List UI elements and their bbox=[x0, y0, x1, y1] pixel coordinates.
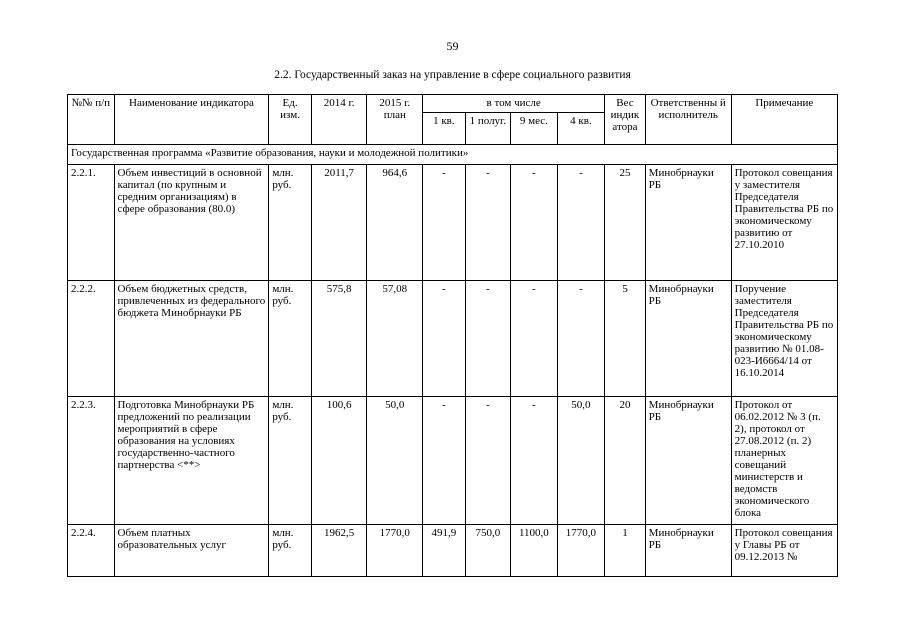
header-name: Наименование индикатора bbox=[114, 95, 269, 145]
row-unit: млн. руб. bbox=[269, 281, 311, 397]
row-weight: 25 bbox=[605, 165, 645, 281]
header-note: Примечание bbox=[731, 95, 837, 145]
table-row bbox=[68, 525, 838, 577]
row-name: Подготовка Минобрнауки РБ предложений по реализации мероприятий в сфере образования на условиях государственно-частного партнерства <**> bbox=[114, 397, 269, 525]
row-q1: - bbox=[423, 281, 465, 397]
row-q4: 1770,0 bbox=[557, 525, 605, 577]
row-2015: 50,0 bbox=[367, 397, 423, 525]
row-h1: 750,0 bbox=[465, 525, 511, 577]
row-2015: 1770,0 bbox=[367, 525, 423, 577]
row-responsible: Минобрнауки РБ bbox=[645, 281, 731, 397]
row-note: Протокол от 06.02.2012 № 3 (п. 2), протокол от 27.08.2012 (п. 2) планерных совещаний министерств и ведомств экономического блока bbox=[731, 397, 837, 525]
row-q4: 50,0 bbox=[557, 397, 605, 525]
row-num: 2.2.2. bbox=[68, 281, 115, 397]
row-h1: - bbox=[465, 165, 511, 281]
row-q4: - bbox=[557, 165, 605, 281]
row-unit: млн. руб. bbox=[269, 165, 311, 281]
row-note: Протокол совещания у Главы РБ от 09.12.2013 № bbox=[731, 525, 837, 577]
header-row-1 bbox=[68, 95, 838, 113]
header-2014: 2014 г. bbox=[311, 95, 367, 145]
row-name: Объем платных образовательных услуг bbox=[114, 525, 269, 577]
row-num: 2.2.1. bbox=[68, 165, 115, 281]
page-number: 59 bbox=[446, 39, 459, 53]
header-num: №№ п/п bbox=[68, 95, 115, 145]
header-2015-plan: 2015 г. план bbox=[367, 95, 423, 145]
row-2015: 57,08 bbox=[367, 281, 423, 397]
table-row bbox=[68, 165, 838, 281]
row-weight: 5 bbox=[605, 281, 645, 397]
header-including: в том числе bbox=[423, 95, 605, 113]
header-unit: Ед. изм. bbox=[269, 95, 311, 145]
row-2015: 964,6 bbox=[367, 165, 423, 281]
row-q4: - bbox=[557, 281, 605, 397]
row-2014: 100,6 bbox=[311, 397, 367, 525]
row-name: Объем инвестиций в основной капитал (по крупным и средним организациям) в сфере образования (80.0) bbox=[114, 165, 269, 281]
program-row bbox=[68, 145, 838, 165]
row-weight: 1 bbox=[605, 525, 645, 577]
row-responsible: Минобрнауки РБ bbox=[645, 525, 731, 577]
header-weight: Вес индик атора bbox=[605, 95, 645, 145]
row-note: Протокол совещания у заместителя Председателя Правительства РБ по экономическому развитию от 27.10.2010 bbox=[731, 165, 837, 281]
row-q1: - bbox=[423, 397, 465, 525]
row-9m: - bbox=[511, 397, 558, 525]
header-9m: 9 мес. bbox=[511, 113, 558, 145]
row-9m: - bbox=[511, 165, 558, 281]
row-responsible: Минобрнауки РБ bbox=[645, 165, 731, 281]
indicators-table bbox=[67, 94, 838, 577]
row-responsible: Минобрнауки РБ bbox=[645, 397, 731, 525]
row-2014: 2011,7 bbox=[311, 165, 367, 281]
program-title: Государственная программа «Развитие образования, науки и молодежной политики» bbox=[68, 145, 838, 165]
row-num: 2.2.4. bbox=[68, 525, 115, 577]
header-q4: 4 кв. bbox=[557, 113, 605, 145]
row-note: Поручение заместителя Председателя Правительства РБ по экономическому развитию № 01.08-023-И6664/14 от 16.10.2014 bbox=[731, 281, 837, 397]
row-q1: - bbox=[423, 165, 465, 281]
row-weight: 20 bbox=[605, 397, 645, 525]
header-q1: 1 кв. bbox=[423, 113, 465, 145]
row-2014: 575,8 bbox=[311, 281, 367, 397]
row-h1: - bbox=[465, 281, 511, 397]
row-9m: - bbox=[511, 281, 558, 397]
row-9m: 1100,0 bbox=[511, 525, 558, 577]
section-title: 2.2. Государственный заказ на управление в сфере социального развития bbox=[274, 69, 631, 81]
table-row bbox=[68, 397, 838, 525]
row-num: 2.2.3. bbox=[68, 397, 115, 525]
row-q1: 491,9 bbox=[423, 525, 465, 577]
row-unit: млн. руб. bbox=[269, 525, 311, 577]
row-h1: - bbox=[465, 397, 511, 525]
table-row bbox=[68, 281, 838, 397]
row-unit: млн. руб. bbox=[269, 397, 311, 525]
row-name: Объем бюджетных средств, привлеченных из федерального бюджета Минобрнауки РБ bbox=[114, 281, 269, 397]
header-h1: 1 полуг. bbox=[465, 113, 511, 145]
row-2014: 1962,5 bbox=[311, 525, 367, 577]
header-responsible: Ответственны й исполнитель bbox=[645, 95, 731, 145]
